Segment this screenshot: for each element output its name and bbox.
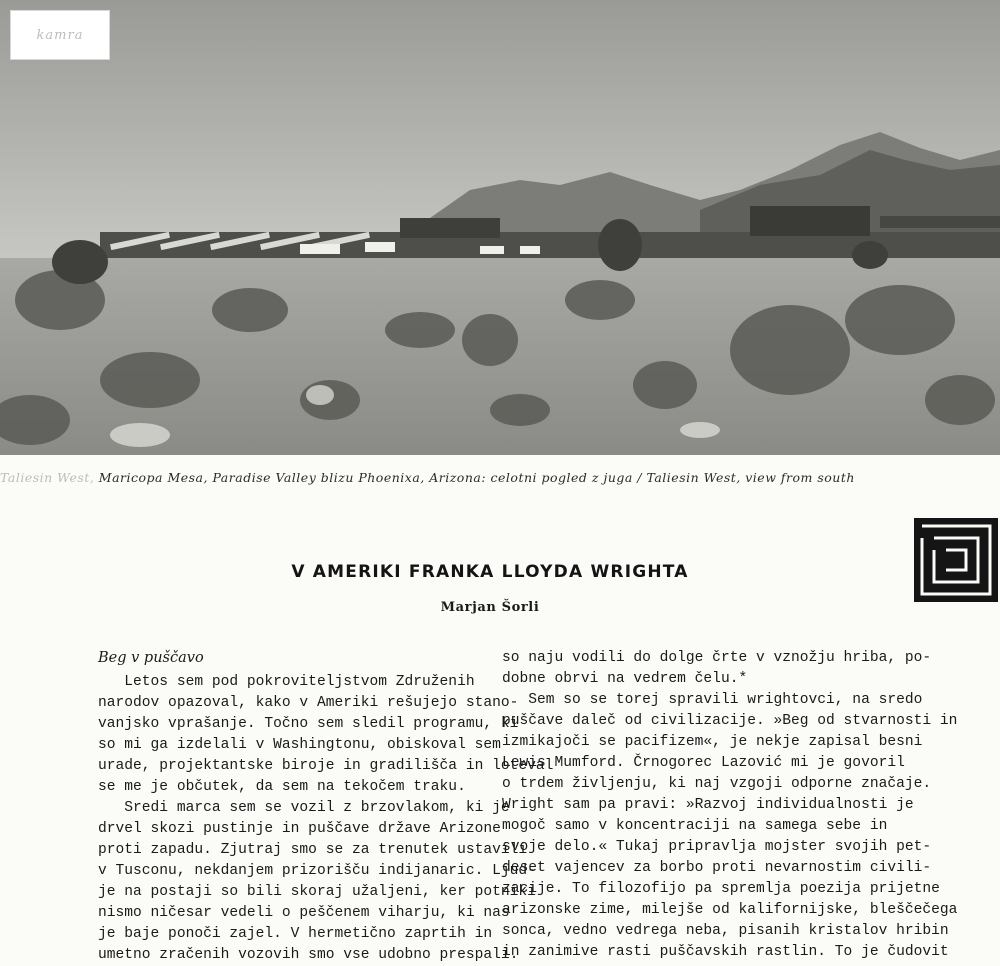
- watermark-logo: [10, 10, 110, 60]
- text-line: proti zapadu. Zjutraj smo se za trenutek ustavili: [98, 842, 528, 858]
- text-line: Sem so se torej spravili wrightovci, na sredo: [502, 692, 923, 708]
- section-heading: Beg v puščavo: [98, 650, 204, 666]
- text-line: umetno zračenih vozovih smo vse udobno prespali.: [98, 947, 519, 963]
- text-line: Letos sem pod pokroviteljstvom Združenih: [98, 674, 475, 690]
- text-line: je na postaji so bili skoraj užaljeni, ker potniki: [98, 884, 536, 900]
- text-line: v Tusconu, nekdanjem prizorišču indijanaric. Ljud-: [98, 863, 536, 879]
- caption-text: Maricopa Mesa, Paradise Valley blizu Phoenixa, Arizona: celotni pogled z juga / Taliesin West, view from south: [94, 470, 855, 485]
- text-line: je baje ponoči zajel. V hermetično zaprtih in: [98, 926, 493, 942]
- text-line: urade, projektantske biroje in gradilišča in loteval: [98, 758, 554, 774]
- text-line: Lewis Mumford. Črnogorec Lazović mi je govoril: [502, 755, 905, 771]
- photo-taliesin-west: [0, 0, 1000, 455]
- text-column-left: [98, 648, 554, 966]
- text-line: drvel skozi pustinje in puščave države Arizone: [98, 821, 501, 837]
- square-emblem-icon: [914, 518, 998, 602]
- text-line: so mi ga izdelali v Washingtonu, obiskoval sem: [98, 737, 501, 753]
- text-column-right: [502, 648, 958, 963]
- text-line: arizonske zime, milejše od kalifornijske, bleščečega: [502, 902, 958, 918]
- desert-photo-illustration: [0, 0, 1000, 455]
- text-line: deset vajencev za borbo proti nevarnostim civili-: [502, 860, 932, 876]
- text-line: izmikajoči se pacifizem«, je nekje zapisal besni: [502, 734, 923, 750]
- text-line: zacije. To filozofijo pa spremlja poezija prijetne: [502, 881, 940, 897]
- text-line: o trdem življenju, ki naj vzgoji odporne značaje.: [502, 776, 932, 792]
- text-line: sonca, vedno vedrega neba, pisanih kristalov hribin: [502, 923, 949, 939]
- text-line: mogoč samo v koncentraciji na samega sebe in: [502, 818, 888, 834]
- article-author: Marjan Šorli: [440, 600, 540, 615]
- text-line: in zanimive rasti puščavskih rastlin. To je čudovit: [502, 944, 949, 960]
- text-line: Sredi marca sem se vozil z brzovlakom, ki je: [98, 800, 510, 816]
- article-title: V AMERIKI FRANKA LLOYDA WRIGHTA: [291, 562, 689, 582]
- text-line: narodov opazoval, kako v Ameriki rešujejo stano-: [98, 695, 519, 711]
- text-line: Wright sam pa pravi: »Razvoj individualnosti je: [502, 797, 914, 813]
- photo-caption: [0, 470, 1000, 485]
- text-line: nismo ničesar vedeli o peščenem viharju, ki nas: [98, 905, 510, 921]
- text-line: puščave daleč od civilizacije. »Beg od stvarnosti in: [502, 713, 958, 729]
- logo-text: kamra: [36, 27, 84, 43]
- caption-faded-prefix: Taliesin West,: [0, 470, 95, 485]
- text-line: svoje delo.« Tukaj pripravlja mojster svojih pet-: [502, 839, 932, 855]
- text-line: so naju vodili do dolge črte v vznožju hriba, po-: [502, 650, 932, 666]
- text-line: dobne obrvi na vedrem čelu.*: [502, 671, 748, 687]
- text-line: vanjsko vprašanje. Točno sem sledil programu, ki: [98, 716, 519, 732]
- text-line: se me je občutek, da sem na tekočem traku.: [98, 779, 466, 795]
